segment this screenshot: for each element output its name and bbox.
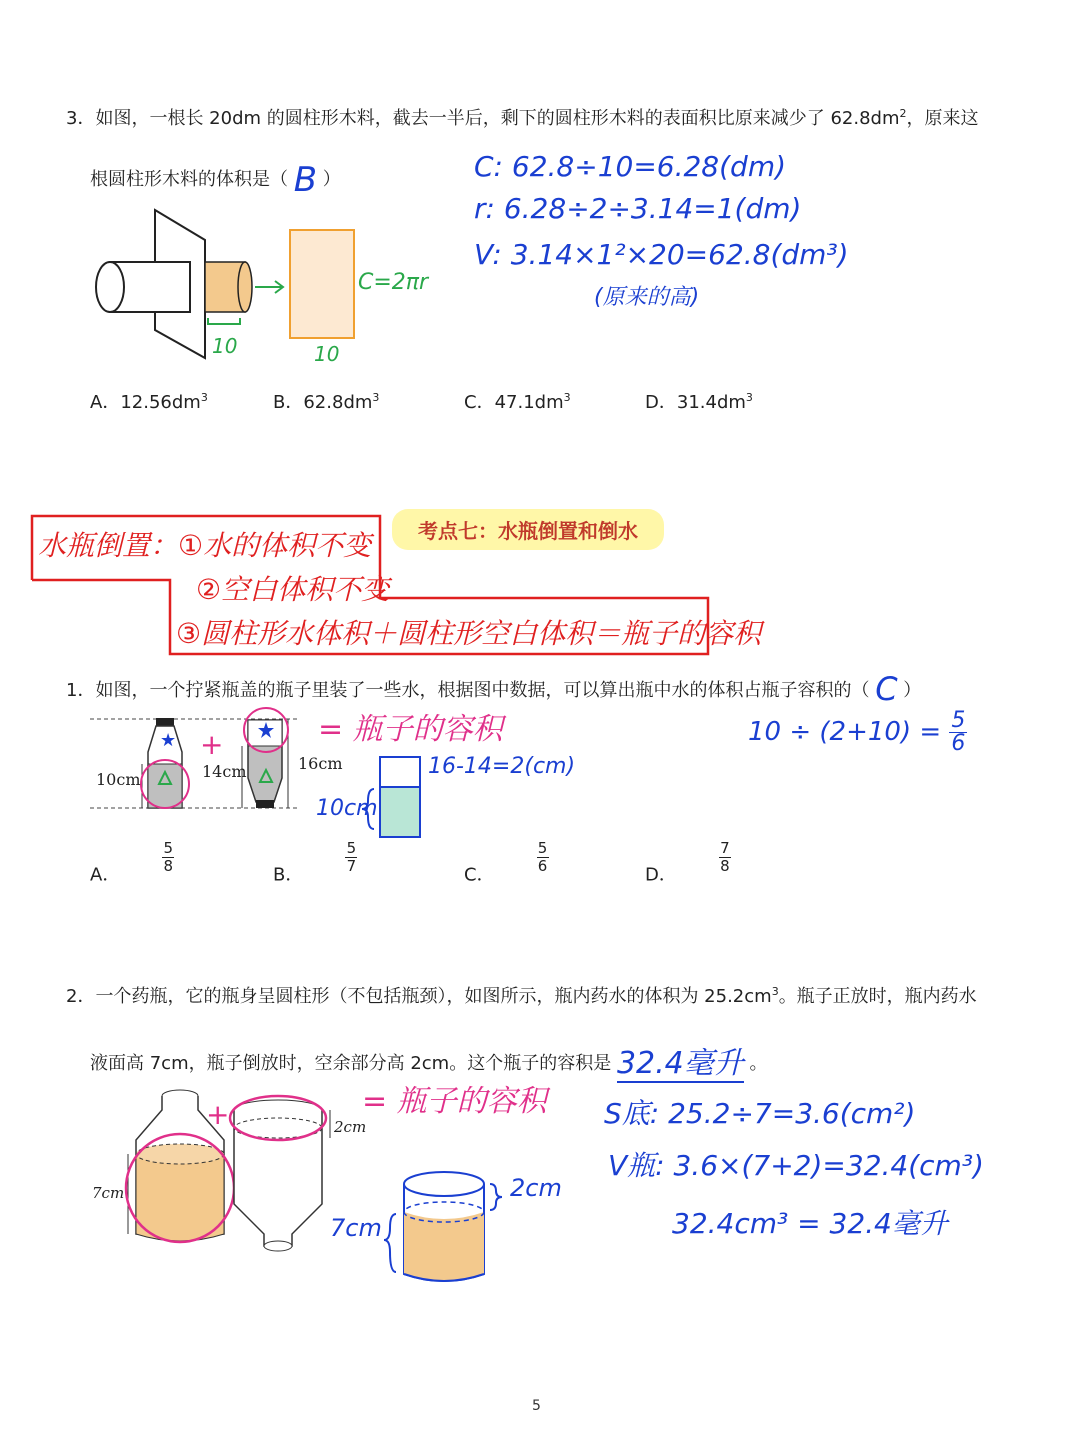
q3-option-d: D．$31.4dm^3$ (645, 391, 753, 413)
q2-work-3: 32.4cm³ = 32.4毫升 (672, 1207, 948, 1240)
q1-option-b: B． $\frac{5}{7}$ (273, 839, 357, 886)
q3-text-1-end: ，原来这 (906, 108, 979, 129)
q3-work-3: V: 3.14×1²×20=62.8(dm³) (474, 238, 849, 271)
q1-work-water: 10cm (316, 796, 378, 821)
q3-line2 (90, 160, 341, 200)
q3-option-a: A．$12.56dm^3$ (90, 391, 208, 413)
section-note-3: ③圆柱形水体积＋圆柱形空白体积＝瓶子的容积 (176, 617, 762, 650)
q2-work-1: S底: 25.2÷7=3.6(cm²) (604, 1097, 916, 1130)
section-note-1: 水瓶倒置：①水的体积不变 (38, 529, 372, 562)
q3-len-label-1: 10 (212, 334, 238, 358)
q3-answer: B (293, 160, 318, 200)
q1-line (66, 670, 921, 708)
q3-work-2: r: 6.28÷2÷3.14=1(dm) (474, 192, 802, 225)
q1-work-gap: 16-14=2(cm) (428, 754, 576, 779)
q1-option-d: D． $\frac{7}{8}$ (645, 839, 730, 886)
q3-line1 (66, 104, 979, 130)
q1-option-a: A． $\frac{5}{8}$ (90, 839, 174, 886)
q2-text-1: 2．一个药瓶，它的瓶身呈圆柱形（不包括瓶颈），如图所示，瓶内药水的体积为 25.2cm (66, 986, 772, 1007)
q1-answer: C (875, 670, 898, 708)
q2-work-2: V瓶: 3.6×(7+2)=32.4(cm³) (608, 1149, 984, 1182)
q1-text: 1．如图，一个拧紧瓶盖的瓶子里装了一些水，根据图中数据，可以算出瓶中水的体积占瓶子容积的（ (66, 680, 870, 701)
q2-answer: 32.4毫升 (616, 1046, 744, 1081)
q1-option-c: C． $\frac{5}{6}$ (464, 839, 548, 886)
q2-line1 (66, 982, 977, 1008)
q1-plus-sign: + (200, 728, 224, 761)
q2-label-2cm: 2cm (334, 1118, 367, 1136)
q2-cylinder-2cm: 2cm (510, 1174, 562, 1202)
q3-text-1: 3．如图，一根长 20dm 的圆柱形木料，截去一半后，剩下的圆柱形木料的表面积比原来减少了 62.8dm (66, 108, 900, 129)
q2-text-1-end: 。瓶子正放时，瓶内药水 (778, 986, 977, 1007)
q3-sup: 2 (899, 107, 907, 120)
q1-text-end: ） (903, 680, 922, 701)
section-note-2: ②空白体积不变 (196, 573, 390, 606)
q2-equals-capacity: = 瓶子的容积 (362, 1084, 547, 1119)
q3-len-label-2: 10 (314, 342, 340, 366)
q2-text-2-end: 。 (749, 1053, 768, 1074)
q3-work-1: C: 62.8÷10=6.28(dm) (474, 150, 787, 183)
q2-sup: 3 (771, 985, 779, 998)
q3-option-b: B．$62.8dm^3$ (273, 391, 380, 413)
q2-label-7cm: 7cm (92, 1184, 125, 1202)
q2-cylinder-7cm: 7cm (330, 1214, 382, 1242)
q1-equals-capacity: = 瓶子的容积 (318, 712, 503, 747)
q1-work-calc: 10 ÷ (2+10) = $\frac{5}{6}$ (748, 708, 966, 756)
q3-work-note: (原来的高) (594, 285, 700, 310)
q3-text-2-end: ） (322, 169, 341, 190)
q1-label-16cm: 16cm (298, 754, 343, 773)
section-badge: 考点七：水瓶倒置和倒水 (392, 509, 664, 550)
q1-label-10cm: 10cm (96, 770, 141, 789)
page-number: 5 (532, 1398, 541, 1414)
q3-circumference-label: C=2πr (358, 270, 429, 295)
q2-plus-sign: + (206, 1098, 230, 1131)
q2-text-2: 液面高 7cm，瓶子倒放时，空余部分高 2cm。这个瓶子的容积是 (90, 1053, 612, 1074)
svg-text:★: ★ (160, 730, 177, 751)
q1-label-14cm: 14cm (202, 762, 247, 781)
q3-cylinder-diagram (90, 200, 390, 370)
q3-option-c: C．$47.1dm^3$ (464, 391, 571, 413)
q3-text-2: 根圆柱形木料的体积是（ (90, 169, 288, 190)
